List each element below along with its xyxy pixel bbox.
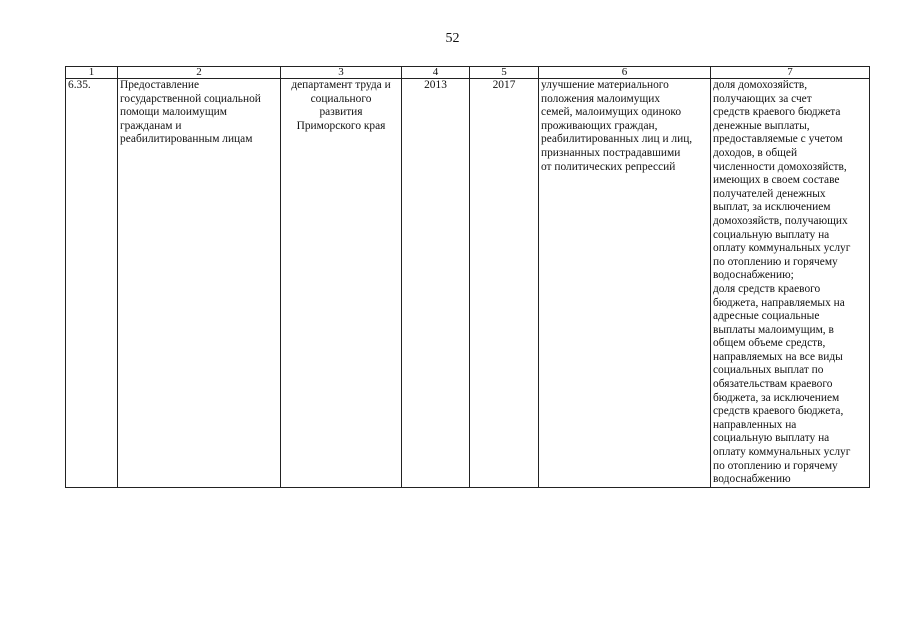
measure-name: Предоставление государственной социальной помощи малоимущим гражданам и реабилитированным лицам (118, 79, 281, 488)
header-col-5: 5 (470, 67, 539, 79)
table-header-row (66, 67, 870, 79)
header-col-4: 4 (402, 67, 470, 79)
header-col-1: 1 (66, 67, 118, 79)
start-year: 2013 (402, 79, 470, 488)
end-year: 2017 (470, 79, 539, 488)
expected-result: улучшение материального положения малоимущих семей, малоимущих одиноко проживающих граждан, реабилитированных лиц и лиц, признанных пострадавшими от политических репрессий (539, 79, 711, 488)
program-table (65, 66, 870, 488)
header-col-7: 7 (711, 67, 870, 79)
header-col-2: 2 (118, 67, 281, 79)
header-col-3: 3 (281, 67, 402, 79)
target-indicators: доля домохозяйств, получающих за счет средств краевого бюджета денежные выплаты, предоставляемые с учетом доходов, в общей численности домохозяйств, имеющих в своем составе получателей денежных выплат, за исключением домохозяйств, получающих социальную выплату на оплату коммунальных услуг по отоплению и горячему водоснабжению; доля средств краевого бюджета, направляемых на адресные социальные выплаты малоимущим, в общем объеме средств, направляемых на все виды социальных выплат по обязательствам краевого бюджета, за исключением средств краевого бюджета, направленных на социальную выплату на оплату коммунальных услуг по отоплению и горячему водоснабжению (711, 79, 870, 488)
responsible-executor: департамент труда и социального развития Приморского края (281, 79, 402, 488)
page-number: 52 (445, 31, 460, 46)
row-number: 6.35. (66, 79, 118, 488)
table-row (66, 79, 870, 488)
header-col-6: 6 (539, 67, 711, 79)
